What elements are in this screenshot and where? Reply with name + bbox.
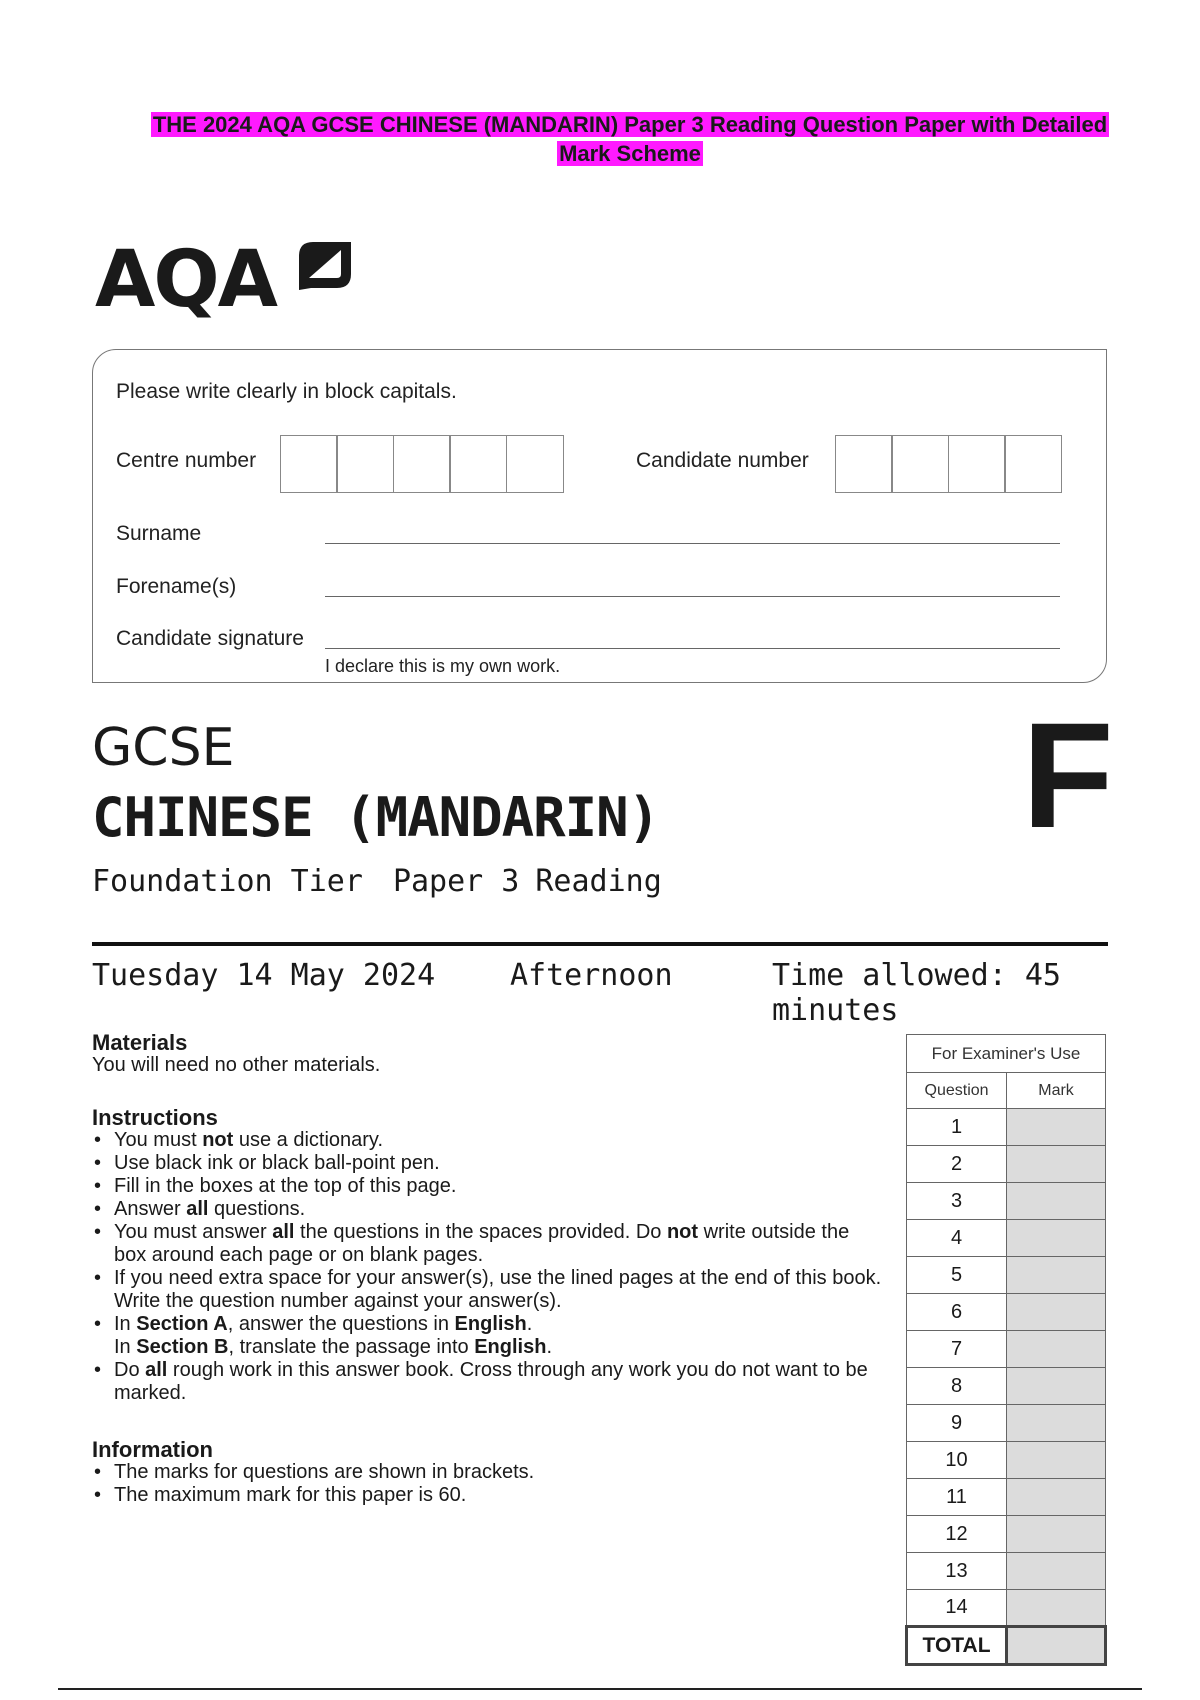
divider xyxy=(92,942,1108,946)
question-number: 8 xyxy=(907,1368,1007,1405)
question-number: 2 xyxy=(907,1146,1007,1183)
examiners-use-table xyxy=(905,1034,1107,1666)
centre-number-digit[interactable] xyxy=(280,435,338,493)
forenames-field[interactable] xyxy=(325,596,1060,597)
total-label: TOTAL xyxy=(907,1627,1007,1665)
mark-cell xyxy=(1007,1479,1106,1516)
examiners-table-row xyxy=(907,1257,1106,1294)
surname-field[interactable] xyxy=(325,543,1060,544)
instructions-section xyxy=(92,1106,882,1405)
tier-paper-line xyxy=(92,864,692,899)
candidate-number-boxes xyxy=(836,435,1062,493)
examiners-table-row xyxy=(907,1220,1106,1257)
mark-cell xyxy=(1007,1146,1106,1183)
examiners-table-row xyxy=(907,1479,1106,1516)
question-number: 11 xyxy=(907,1479,1007,1516)
question-number: 13 xyxy=(907,1553,1007,1590)
examiners-table-row xyxy=(907,1146,1106,1183)
surname-label: Surname xyxy=(116,522,202,545)
instruction-item: • Answer all questions. xyxy=(92,1198,882,1221)
mark-cell xyxy=(1007,1553,1106,1590)
question-number: 6 xyxy=(907,1294,1007,1331)
instruction-item: • You must not use a dictionary. xyxy=(92,1129,882,1152)
banner-line-2: Mark Scheme xyxy=(559,141,701,166)
question-number: 3 xyxy=(907,1183,1007,1220)
examiners-table-row xyxy=(907,1109,1106,1146)
instruction-item: • Do all rough work in this answer book. Cross through any work you do not want to be marked. xyxy=(92,1359,882,1405)
question-number: 9 xyxy=(907,1405,1007,1442)
mark-cell xyxy=(1007,1516,1106,1553)
tier-letter: F xyxy=(1022,691,1114,859)
examiners-table-row xyxy=(907,1553,1106,1590)
mark-cell xyxy=(1007,1257,1106,1294)
examiners-table-row xyxy=(907,1590,1106,1627)
mark-cell xyxy=(1007,1109,1106,1146)
total-mark-cell xyxy=(1007,1627,1106,1665)
signature-label: Candidate signature xyxy=(116,627,304,650)
information-item: • The maximum mark for this paper is 60. xyxy=(92,1484,882,1507)
candidate-number-digit[interactable] xyxy=(1004,435,1062,493)
centre-number-digit[interactable] xyxy=(336,435,394,493)
examiners-table-row xyxy=(907,1183,1106,1220)
mark-cell xyxy=(1007,1405,1106,1442)
centre-number-label: Centre number xyxy=(116,449,257,472)
question-number: 5 xyxy=(907,1257,1007,1294)
information-heading: Information xyxy=(92,1437,213,1462)
mark-cell xyxy=(1007,1442,1106,1479)
examiners-use-title: For Examiner's Use xyxy=(907,1035,1106,1073)
materials-heading: Materials xyxy=(92,1030,188,1055)
centre-number-digit[interactable] xyxy=(506,435,564,493)
mark-cell xyxy=(1007,1294,1106,1331)
candidate-number-digit[interactable] xyxy=(948,435,1006,493)
candidate-number-digit[interactable] xyxy=(891,435,949,493)
question-number: 7 xyxy=(907,1331,1007,1368)
centre-number-boxes xyxy=(281,435,564,493)
examiners-table-row xyxy=(907,1442,1106,1479)
component-label: Reading xyxy=(535,864,662,899)
mark-cell xyxy=(1007,1590,1106,1627)
examiners-table-row xyxy=(907,1368,1106,1405)
mark-column-header: Mark xyxy=(1007,1073,1106,1109)
information-section xyxy=(92,1438,882,1507)
paper-label: Paper 3 xyxy=(392,864,520,899)
instruction-item: • Use black ink or black ball-point pen. xyxy=(92,1152,882,1175)
question-number: 14 xyxy=(907,1590,1007,1627)
document-title-banner xyxy=(80,110,1180,168)
exam-session: Afternoon xyxy=(510,958,673,993)
mark-cell xyxy=(1007,1220,1106,1257)
centre-number-digit[interactable] xyxy=(393,435,451,493)
information-list xyxy=(92,1461,882,1507)
centre-number-digit[interactable] xyxy=(449,435,507,493)
subject-title: CHINESE (MANDARIN) xyxy=(92,786,660,849)
examiners-table-row xyxy=(907,1294,1106,1331)
aqa-tick-logo-icon xyxy=(297,238,353,292)
page-bottom-rule xyxy=(58,1688,1142,1690)
question-number: 1 xyxy=(907,1109,1007,1146)
question-number: 4 xyxy=(907,1220,1007,1257)
mark-cell xyxy=(1007,1368,1106,1405)
question-number: 10 xyxy=(907,1442,1007,1479)
question-number: 12 xyxy=(907,1516,1007,1553)
mark-cell xyxy=(1007,1183,1106,1220)
time-allowed: Time allowed: 45 minutes xyxy=(772,958,1061,1028)
candidate-number-digit[interactable] xyxy=(835,435,893,493)
mark-cell xyxy=(1007,1331,1106,1368)
qualification-title: GCSE xyxy=(92,718,235,778)
information-item: • The marks for questions are shown in brackets. xyxy=(92,1461,882,1484)
question-column-header: Question xyxy=(907,1073,1007,1109)
instruction-item: • In Section A, answer the questions in English. In Section B, translate the passage into English. xyxy=(92,1313,882,1359)
instruction-item: • Fill in the boxes at the top of this page. xyxy=(92,1175,882,1198)
exam-date: Tuesday 14 May 2024 xyxy=(92,958,436,993)
examiners-table-row xyxy=(907,1331,1106,1368)
logo-text: AQA xyxy=(95,235,277,325)
tier-label: Foundation Tier xyxy=(92,864,363,899)
examiners-table-row xyxy=(907,1516,1106,1553)
examiners-table-body xyxy=(907,1109,1106,1627)
forenames-label: Forename(s) xyxy=(116,575,237,598)
instructions-heading: Instructions xyxy=(92,1105,218,1130)
block-capitals-instruction: Please write clearly in block capitals. xyxy=(116,380,457,403)
candidate-number-label: Candidate number xyxy=(636,449,809,472)
instruction-item: • If you need extra space for your answer(s), use the lined pages at the end of this book. Write the question number against your answer(s). xyxy=(92,1267,882,1313)
instruction-item: • You must answer all the questions in the spaces provided. Do not write outside the box around each page or on blank pages. xyxy=(92,1221,882,1267)
instructions-list xyxy=(92,1129,882,1405)
materials-section xyxy=(92,1031,882,1077)
candidate-details-box xyxy=(92,349,1107,683)
examiners-table-row xyxy=(907,1405,1106,1442)
materials-text: You will need no other materials. xyxy=(92,1054,381,1076)
declaration-text: I declare this is my own work. xyxy=(325,656,561,676)
signature-field[interactable] xyxy=(325,648,1060,649)
banner-line-1: THE 2024 AQA GCSE CHINESE (MANDARIN) Paper 3 Reading Question Paper with Detailed xyxy=(152,112,1108,137)
